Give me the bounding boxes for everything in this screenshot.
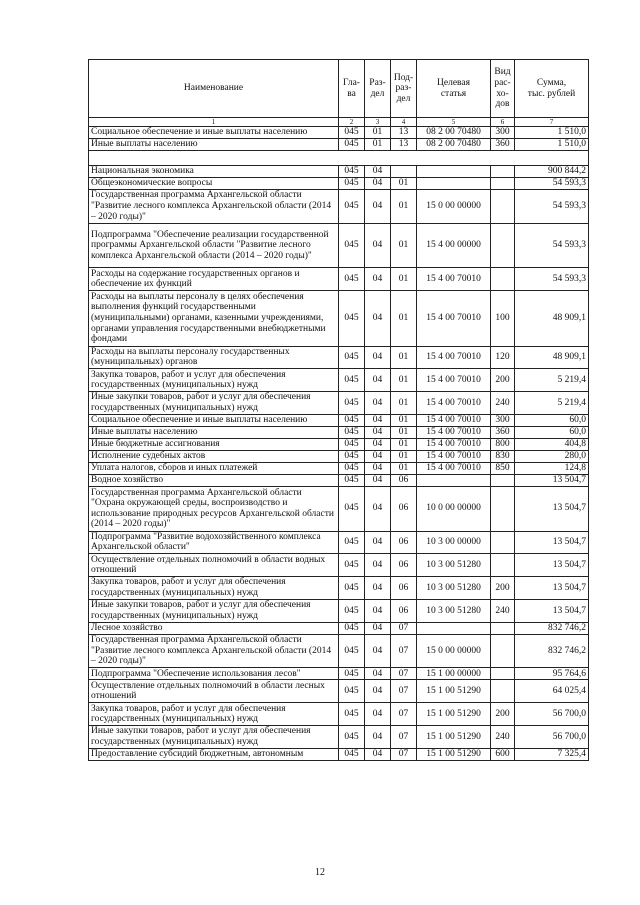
row-podrazdel-cell: 06 bbox=[391, 486, 417, 531]
row-target-cell: 08 2 00 70480 bbox=[417, 127, 491, 139]
budget-table bbox=[88, 59, 589, 761]
table-body bbox=[89, 127, 589, 761]
table-row bbox=[89, 486, 589, 531]
table-row bbox=[89, 726, 589, 749]
row-sum-cell: 60,0 bbox=[515, 414, 589, 426]
row-target-cell bbox=[417, 178, 491, 190]
row-razdel-cell: 04 bbox=[365, 392, 391, 415]
row-podrazdel-cell: 07 bbox=[391, 668, 417, 680]
row-razdel-cell: 04 bbox=[365, 166, 391, 178]
row-vid-cell: 240 bbox=[491, 726, 515, 749]
row-vid-cell bbox=[491, 531, 515, 554]
row-vid-cell bbox=[491, 178, 515, 190]
row-target-cell: 15 1 00 51290 bbox=[417, 703, 491, 726]
row-target-cell: 10 3 00 51280 bbox=[417, 599, 491, 622]
row-glava-cell: 045 bbox=[339, 190, 365, 224]
row-target-cell: 08 2 00 70480 bbox=[417, 139, 491, 151]
row-podrazdel-cell: 06 bbox=[391, 577, 417, 600]
row-target-cell: 15 0 00 00000 bbox=[417, 190, 491, 224]
row-name-cell: Иные бюджетные ассигнования bbox=[89, 438, 339, 450]
row-name-cell: Социальное обеспечение и иные выплаты населению bbox=[89, 414, 339, 426]
row-sum-cell: 54 593,3 bbox=[515, 190, 589, 224]
row-podrazdel-cell: 06 bbox=[391, 531, 417, 554]
row-vid-cell: 100 bbox=[491, 291, 515, 347]
row-vid-cell bbox=[491, 474, 515, 486]
row-target-cell: 10 3 00 51280 bbox=[417, 577, 491, 600]
row-podrazdel-cell: 06 bbox=[391, 599, 417, 622]
row-vid-cell: 200 bbox=[491, 369, 515, 392]
row-vid-cell bbox=[491, 622, 515, 634]
row-razdel-cell: 04 bbox=[365, 346, 391, 369]
row-glava-cell: 045 bbox=[339, 450, 365, 462]
row-sum-cell: 5 219,4 bbox=[515, 392, 589, 415]
column-number-row bbox=[89, 118, 589, 127]
row-glava-cell: 045 bbox=[339, 599, 365, 622]
row-sum-cell: 13 504,7 bbox=[515, 474, 589, 486]
row-razdel-cell: 04 bbox=[365, 599, 391, 622]
row-sum-cell: 48 909,1 bbox=[515, 291, 589, 347]
row-name-cell: Иные закупки товаров, работ и услуг для обеспечения государственных (муниципальных) нужд bbox=[89, 599, 339, 622]
row-podrazdel-cell: 01 bbox=[391, 426, 417, 438]
row-podrazdel-cell: 13 bbox=[391, 139, 417, 151]
table-row bbox=[89, 577, 589, 600]
row-vid-cell: 850 bbox=[491, 462, 515, 474]
row-razdel-cell: 04 bbox=[365, 223, 391, 268]
row-razdel-cell: 04 bbox=[365, 668, 391, 680]
row-sum-cell: 404,8 bbox=[515, 438, 589, 450]
row-razdel-cell: 04 bbox=[365, 703, 391, 726]
table-row bbox=[89, 223, 589, 268]
column-number: 6 bbox=[491, 118, 515, 127]
row-vid-cell: 300 bbox=[491, 127, 515, 139]
row-razdel-cell: 04 bbox=[365, 438, 391, 450]
row-vid-cell: 300 bbox=[491, 414, 515, 426]
table-row bbox=[89, 268, 589, 291]
row-podrazdel-cell: 01 bbox=[391, 369, 417, 392]
row-glava-cell: 045 bbox=[339, 178, 365, 190]
column-number: 3 bbox=[365, 118, 391, 127]
row-podrazdel-cell: 01 bbox=[391, 392, 417, 415]
row-razdel-cell: 04 bbox=[365, 268, 391, 291]
row-razdel-cell: 01 bbox=[365, 139, 391, 151]
row-vid-cell bbox=[491, 668, 515, 680]
row-sum-cell: 64 025,4 bbox=[515, 680, 589, 703]
row-glava-cell: 045 bbox=[339, 166, 365, 178]
row-glava-cell: 045 bbox=[339, 127, 365, 139]
row-vid-cell: 200 bbox=[491, 703, 515, 726]
row-glava-cell: 045 bbox=[339, 577, 365, 600]
row-name-cell: Расходы на содержание государственных органов и обеспечение их функций bbox=[89, 268, 339, 291]
table-row bbox=[89, 190, 589, 224]
table-row bbox=[89, 291, 589, 347]
row-target-cell: 15 4 00 70010 bbox=[417, 462, 491, 474]
row-glava-cell: 045 bbox=[339, 680, 365, 703]
table-row bbox=[89, 680, 589, 703]
row-razdel-cell: 04 bbox=[365, 369, 391, 392]
row-sum-cell: 1 510,0 bbox=[515, 127, 589, 139]
header-vid: Вид рас- хо- дов bbox=[491, 60, 515, 118]
row-glava-cell: 045 bbox=[339, 554, 365, 577]
row-name-cell: Водное хозяйство bbox=[89, 474, 339, 486]
row-sum-cell: 13 504,7 bbox=[515, 486, 589, 531]
row-razdel-cell: 04 bbox=[365, 680, 391, 703]
row-target-cell: 15 1 00 00000 bbox=[417, 668, 491, 680]
row-target-cell: 15 4 00 70010 bbox=[417, 392, 491, 415]
header-podrazdel: Под- раз- дел bbox=[391, 60, 417, 118]
row-glava-cell: 045 bbox=[339, 223, 365, 268]
row-razdel-cell: 04 bbox=[365, 291, 391, 347]
row-target-cell bbox=[417, 622, 491, 634]
row-target-cell: 10 3 00 00000 bbox=[417, 531, 491, 554]
row-vid-cell: 360 bbox=[491, 139, 515, 151]
row-glava-cell: 045 bbox=[339, 531, 365, 554]
row-vid-cell: 240 bbox=[491, 392, 515, 415]
row-sum-cell: 13 504,7 bbox=[515, 577, 589, 600]
table-spacer-row bbox=[89, 151, 589, 166]
row-sum-cell: 56 700,0 bbox=[515, 703, 589, 726]
row-sum-cell: 54 593,3 bbox=[515, 223, 589, 268]
row-target-cell: 15 4 00 70010 bbox=[417, 268, 491, 291]
table-row bbox=[89, 748, 589, 760]
table-row bbox=[89, 414, 589, 426]
row-podrazdel-cell: 01 bbox=[391, 414, 417, 426]
row-glava-cell: 045 bbox=[339, 474, 365, 486]
row-podrazdel-cell: 01 bbox=[391, 223, 417, 268]
row-podrazdel-cell: 01 bbox=[391, 178, 417, 190]
row-name-cell: Социальное обеспечение и иные выплаты населению bbox=[89, 127, 339, 139]
row-podrazdel-cell: 06 bbox=[391, 474, 417, 486]
column-number: 7 bbox=[515, 118, 589, 127]
row-vid-cell: 600 bbox=[491, 748, 515, 760]
row-name-cell: Государственная программа Архангельской области "Развитие лесного комплекса Архангельской области (2014 – 2020 годы)" bbox=[89, 634, 339, 668]
row-vid-cell: 200 bbox=[491, 577, 515, 600]
column-number: 1 bbox=[89, 118, 339, 127]
row-razdel-cell: 04 bbox=[365, 426, 391, 438]
row-vid-cell bbox=[491, 268, 515, 291]
row-sum-cell: 13 504,7 bbox=[515, 554, 589, 577]
row-sum-cell: 48 909,1 bbox=[515, 346, 589, 369]
table-row bbox=[89, 392, 589, 415]
row-podrazdel-cell: 01 bbox=[391, 190, 417, 224]
row-sum-cell: 832 746,2 bbox=[515, 622, 589, 634]
row-name-cell: Национальная экономика bbox=[89, 166, 339, 178]
row-target-cell: 15 4 00 70010 bbox=[417, 438, 491, 450]
row-sum-cell: 60,0 bbox=[515, 426, 589, 438]
row-target-cell: 15 1 00 51290 bbox=[417, 680, 491, 703]
row-razdel-cell: 04 bbox=[365, 634, 391, 668]
row-sum-cell: 832 746,2 bbox=[515, 634, 589, 668]
row-podrazdel-cell: 06 bbox=[391, 554, 417, 577]
row-name-cell: Иные закупки товаров, работ и услуг для обеспечения государственных (муниципальных) нужд bbox=[89, 726, 339, 749]
page-number: 12 bbox=[315, 867, 325, 878]
row-name-cell: Подпрограмма "Обеспечение реализации государственной программы Архангельской области "Развитие лесного комплекса Архангельской области (2014 – 2020 годы)" bbox=[89, 223, 339, 268]
row-vid-cell: 800 bbox=[491, 438, 515, 450]
table-row bbox=[89, 369, 589, 392]
table-row bbox=[89, 474, 589, 486]
row-glava-cell: 045 bbox=[339, 726, 365, 749]
row-target-cell: 15 4 00 70010 bbox=[417, 369, 491, 392]
row-razdel-cell: 04 bbox=[365, 474, 391, 486]
row-glava-cell: 045 bbox=[339, 622, 365, 634]
row-sum-cell: 124,8 bbox=[515, 462, 589, 474]
row-name-cell: Иные выплаты населению bbox=[89, 139, 339, 151]
row-vid-cell bbox=[491, 634, 515, 668]
row-name-cell: Предоставление субсидий бюджетным, автономным bbox=[89, 748, 339, 760]
row-target-cell: 15 4 00 70010 bbox=[417, 414, 491, 426]
row-target-cell: 15 4 00 00000 bbox=[417, 223, 491, 268]
table-row bbox=[89, 531, 589, 554]
row-target-cell: 15 1 00 51290 bbox=[417, 748, 491, 760]
row-podrazdel-cell: 01 bbox=[391, 462, 417, 474]
row-target-cell: 15 4 00 70010 bbox=[417, 291, 491, 347]
table-row bbox=[89, 178, 589, 190]
row-podrazdel-cell: 07 bbox=[391, 748, 417, 760]
row-vid-cell bbox=[491, 680, 515, 703]
table-row bbox=[89, 462, 589, 474]
row-razdel-cell: 04 bbox=[365, 190, 391, 224]
row-sum-cell: 900 844,2 bbox=[515, 166, 589, 178]
row-name-cell: Осуществление отдельных полномочий в области водных отношений bbox=[89, 554, 339, 577]
row-sum-cell: 280,0 bbox=[515, 450, 589, 462]
row-podrazdel-cell: 07 bbox=[391, 634, 417, 668]
header-sum: Сумма, тыс. рублей bbox=[515, 60, 589, 118]
row-target-cell: 10 0 00 00000 bbox=[417, 486, 491, 531]
row-glava-cell: 045 bbox=[339, 392, 365, 415]
row-vid-cell: 120 bbox=[491, 346, 515, 369]
row-razdel-cell: 04 bbox=[365, 726, 391, 749]
row-target-cell bbox=[417, 474, 491, 486]
row-vid-cell: 360 bbox=[491, 426, 515, 438]
row-glava-cell: 045 bbox=[339, 486, 365, 531]
row-podrazdel-cell: 01 bbox=[391, 438, 417, 450]
row-razdel-cell: 04 bbox=[365, 577, 391, 600]
row-sum-cell: 54 593,3 bbox=[515, 268, 589, 291]
row-target-cell: 10 3 00 51280 bbox=[417, 554, 491, 577]
row-sum-cell: 56 700,0 bbox=[515, 726, 589, 749]
row-razdel-cell: 04 bbox=[365, 748, 391, 760]
table-row bbox=[89, 599, 589, 622]
row-name-cell: Лесное хозяйство bbox=[89, 622, 339, 634]
spacer-cell bbox=[89, 151, 589, 166]
row-target-cell: 15 1 00 51290 bbox=[417, 726, 491, 749]
row-vid-cell: 830 bbox=[491, 450, 515, 462]
row-vid-cell bbox=[491, 554, 515, 577]
row-podrazdel-cell: 01 bbox=[391, 346, 417, 369]
row-target-cell: 15 4 00 70010 bbox=[417, 426, 491, 438]
row-podrazdel-cell: 07 bbox=[391, 622, 417, 634]
row-vid-cell: 240 bbox=[491, 599, 515, 622]
row-sum-cell: 1 510,0 bbox=[515, 139, 589, 151]
header-name: Наименование bbox=[89, 60, 339, 118]
row-glava-cell: 045 bbox=[339, 748, 365, 760]
row-razdel-cell: 04 bbox=[365, 554, 391, 577]
row-sum-cell: 5 219,4 bbox=[515, 369, 589, 392]
header-target: Целевая статья bbox=[417, 60, 491, 118]
row-name-cell: Расходы на выплаты персоналу государственных (муниципальных) органов bbox=[89, 346, 339, 369]
table-row bbox=[89, 166, 589, 178]
row-name-cell: Иные выплаты населению bbox=[89, 426, 339, 438]
row-name-cell: Осуществление отдельных полномочий в области лесных отношений bbox=[89, 680, 339, 703]
row-podrazdel-cell bbox=[391, 166, 417, 178]
row-razdel-cell: 01 bbox=[365, 127, 391, 139]
row-podrazdel-cell: 07 bbox=[391, 703, 417, 726]
table-row bbox=[89, 622, 589, 634]
row-name-cell: Иные закупки товаров, работ и услуг для обеспечения государственных (муниципальных) нужд bbox=[89, 392, 339, 415]
row-glava-cell: 045 bbox=[339, 703, 365, 726]
row-glava-cell: 045 bbox=[339, 369, 365, 392]
row-sum-cell: 13 504,7 bbox=[515, 599, 589, 622]
row-name-cell: Подпрограмма "Обеспечение использования лесов" bbox=[89, 668, 339, 680]
row-podrazdel-cell: 01 bbox=[391, 291, 417, 347]
row-podrazdel-cell: 07 bbox=[391, 726, 417, 749]
row-podrazdel-cell: 01 bbox=[391, 268, 417, 291]
row-podrazdel-cell: 13 bbox=[391, 127, 417, 139]
table-row bbox=[89, 634, 589, 668]
table-row bbox=[89, 703, 589, 726]
row-glava-cell: 045 bbox=[339, 462, 365, 474]
row-razdel-cell: 04 bbox=[365, 531, 391, 554]
table-row bbox=[89, 668, 589, 680]
table-row bbox=[89, 127, 589, 139]
row-glava-cell: 045 bbox=[339, 634, 365, 668]
row-glava-cell: 045 bbox=[339, 139, 365, 151]
header-glava: Гла- ва bbox=[339, 60, 365, 118]
row-glava-cell: 045 bbox=[339, 291, 365, 347]
row-razdel-cell: 04 bbox=[365, 462, 391, 474]
row-razdel-cell: 04 bbox=[365, 414, 391, 426]
row-podrazdel-cell: 07 bbox=[391, 680, 417, 703]
row-name-cell: Закупка товаров, работ и услуг для обеспечения государственных (муниципальных) нужд bbox=[89, 577, 339, 600]
row-name-cell: Закупка товаров, работ и услуг для обеспечения государственных (муниципальных) нужд bbox=[89, 369, 339, 392]
row-glava-cell: 045 bbox=[339, 438, 365, 450]
row-glava-cell: 045 bbox=[339, 668, 365, 680]
column-number: 2 bbox=[339, 118, 365, 127]
row-vid-cell bbox=[491, 190, 515, 224]
row-name-cell: Подпрограмма "Развитие водохозяйственного комплекса Архангельской области" bbox=[89, 531, 339, 554]
row-vid-cell bbox=[491, 486, 515, 531]
row-vid-cell bbox=[491, 223, 515, 268]
row-target-cell: 15 4 00 70010 bbox=[417, 450, 491, 462]
row-sum-cell: 95 764,6 bbox=[515, 668, 589, 680]
row-sum-cell: 54 593,3 bbox=[515, 178, 589, 190]
row-target-cell: 15 4 00 70010 bbox=[417, 346, 491, 369]
row-podrazdel-cell: 01 bbox=[391, 450, 417, 462]
header-razdel: Раз- дел bbox=[365, 60, 391, 118]
table-row bbox=[89, 426, 589, 438]
row-sum-cell: 13 504,7 bbox=[515, 531, 589, 554]
row-razdel-cell: 04 bbox=[365, 450, 391, 462]
column-number: 4 bbox=[391, 118, 417, 127]
row-glava-cell: 045 bbox=[339, 268, 365, 291]
table-header-row bbox=[89, 60, 589, 118]
table-row bbox=[89, 438, 589, 450]
column-number: 5 bbox=[417, 118, 491, 127]
table-row bbox=[89, 554, 589, 577]
table-row bbox=[89, 139, 589, 151]
table-row bbox=[89, 346, 589, 369]
row-glava-cell: 045 bbox=[339, 414, 365, 426]
row-name-cell: Исполнение судебных актов bbox=[89, 450, 339, 462]
row-target-cell: 15 0 00 00000 bbox=[417, 634, 491, 668]
row-glava-cell: 045 bbox=[339, 346, 365, 369]
row-sum-cell: 7 325,4 bbox=[515, 748, 589, 760]
row-name-cell: Уплата налогов, сборов и иных платежей bbox=[89, 462, 339, 474]
row-razdel-cell: 04 bbox=[365, 622, 391, 634]
row-glava-cell: 045 bbox=[339, 426, 365, 438]
row-vid-cell bbox=[491, 166, 515, 178]
row-name-cell: Общеэкономические вопросы bbox=[89, 178, 339, 190]
row-name-cell: Государственная программа Архангельской области "Развитие лесного комплекса Архангельской области (2014 – 2020 годы)" bbox=[89, 190, 339, 224]
row-razdel-cell: 04 bbox=[365, 178, 391, 190]
row-name-cell: Расходы на выплаты персоналу в целях обеспечения выполнения функций государственными (муниципальными) органами, казенными учреждениями, органами управления государственными внебюджетными фондами bbox=[89, 291, 339, 347]
row-name-cell: Закупка товаров, работ и услуг для обеспечения государственных (муниципальных) нужд bbox=[89, 703, 339, 726]
row-target-cell bbox=[417, 166, 491, 178]
table-row bbox=[89, 450, 589, 462]
row-razdel-cell: 04 bbox=[365, 486, 391, 531]
row-name-cell: Государственная программа Архангельской области "Охрана окружающей среды, воспроизводство и использование природных ресурсов Архангельской области (2014 – 2020 годы)" bbox=[89, 486, 339, 531]
